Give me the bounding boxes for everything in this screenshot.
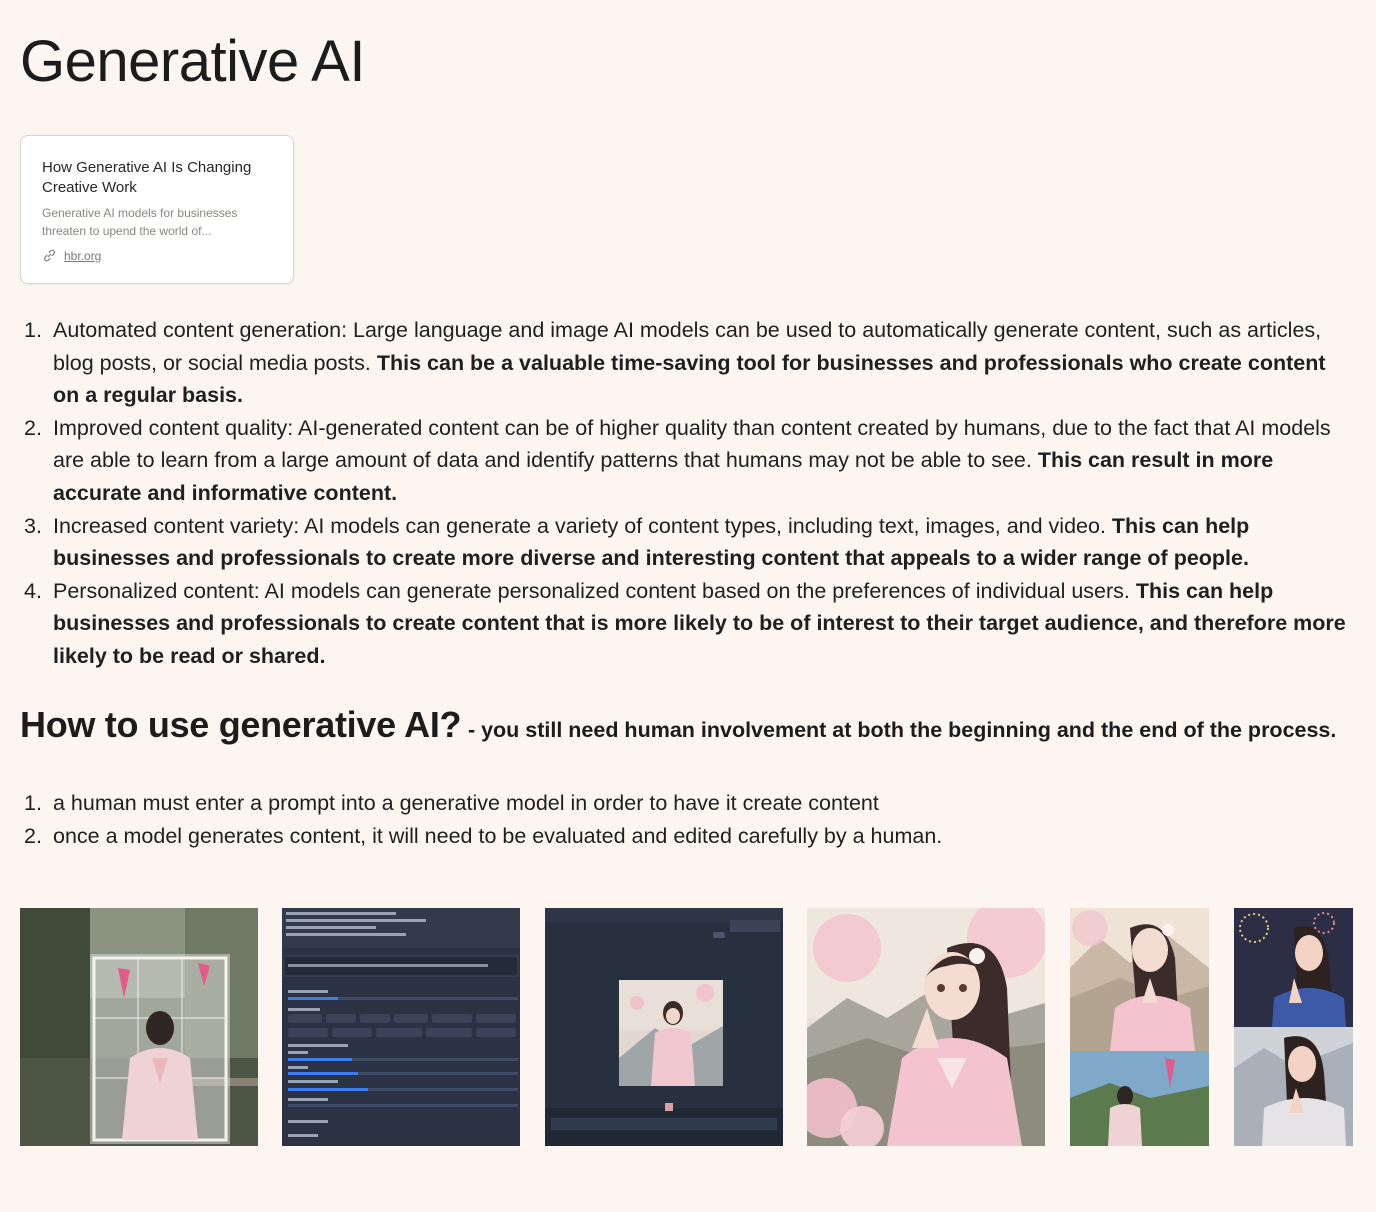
- list-number: 3.: [24, 513, 42, 538]
- link-icon: [42, 248, 57, 263]
- list-number: 2.: [24, 823, 42, 848]
- benefits-list: [20, 314, 1356, 673]
- list-item: [20, 314, 1356, 412]
- gallery-image-anime-portrait[interactable]: [807, 908, 1045, 1146]
- bookmark-card[interactable]: [20, 135, 294, 284]
- gallery-image-anime-mountains[interactable]: [1070, 908, 1209, 1146]
- list-number: 1.: [24, 318, 42, 342]
- bookmark-description: Generative AI models for businesses threaten to upend the world of...: [42, 206, 238, 238]
- anime-portrait-image: [807, 908, 1045, 1146]
- gallery-image-monitor-preview[interactable]: [545, 908, 783, 1146]
- how-to-heading-main: How to use generative AI?: [20, 704, 462, 745]
- anime-fireworks-image: [1234, 908, 1353, 1146]
- page-title: Generative AI: [20, 29, 365, 94]
- list-item-bold: This can help businesses and professionals to create more diverse and interesting content that appeals to a wider range of people.: [53, 513, 1250, 571]
- how-to-heading-sub: - you still need human involvement at both the beginning and the end of the process.: [467, 718, 1337, 742]
- list-number: 1.: [24, 791, 42, 815]
- list-item: [20, 412, 1356, 510]
- monitor-preview-image: [545, 908, 783, 1146]
- bookmark-title: How Generative AI Is Changing Creative Work: [42, 159, 252, 196]
- photo-outdoor-image: [20, 908, 258, 1146]
- list-item: [20, 575, 1356, 673]
- gallery-image-anime-fireworks[interactable]: [1234, 908, 1353, 1146]
- list-item: [20, 820, 1356, 853]
- how-to-steps-list: [20, 787, 1356, 852]
- bookmark-link[interactable]: [42, 248, 273, 263]
- list-item: [20, 510, 1356, 575]
- list-item-text: Personalized content: AI models can generate personalized content based on the preferences of individual users.: [53, 578, 1136, 603]
- list-item-text: Automated content generation: Large language and image AI models can be used to automatically generate content, such as articles, blog posts, or social media posts.: [53, 318, 1322, 375]
- list-item-bold: This can be a valuable time-saving tool for businesses and professionals who create content on a regular basis.: [53, 350, 1326, 408]
- anime-mountains-image: [1070, 908, 1209, 1146]
- list-item-bold: This can help businesses and professionals to create content that is more likely to be of interest to their target audience, and therefore more likely to be read or shared.: [53, 578, 1346, 668]
- list-item-text: Improved content quality: AI-generated content can be of higher quality than content created by humans, due to the fact that AI models are able to learn from a large amount of data and identify patterns that humans may not be able to see.: [53, 415, 1331, 473]
- list-item-text: a human must enter a prompt into a generative model in order to have it create content: [53, 791, 879, 815]
- list-number: 2.: [24, 415, 42, 440]
- ui-screen-image: [282, 908, 520, 1146]
- how-to-heading: [20, 704, 1336, 746]
- list-item-bold: This can result in more accurate and informative content.: [53, 448, 1274, 505]
- bookmark-link-text[interactable]: hbr.org: [64, 248, 102, 263]
- list-item: [20, 787, 1356, 820]
- list-item-text: once a model generates content, it will need to be evaluated and edited carefully by a human.: [53, 823, 943, 848]
- gallery-image-photo-outdoor[interactable]: [20, 908, 258, 1146]
- list-number: 4.: [24, 578, 42, 603]
- list-item-text: Increased content variety: AI models can generate a variety of content types, including text, images, and video.: [53, 513, 1112, 538]
- gallery-image-ui-screen[interactable]: [282, 908, 520, 1146]
